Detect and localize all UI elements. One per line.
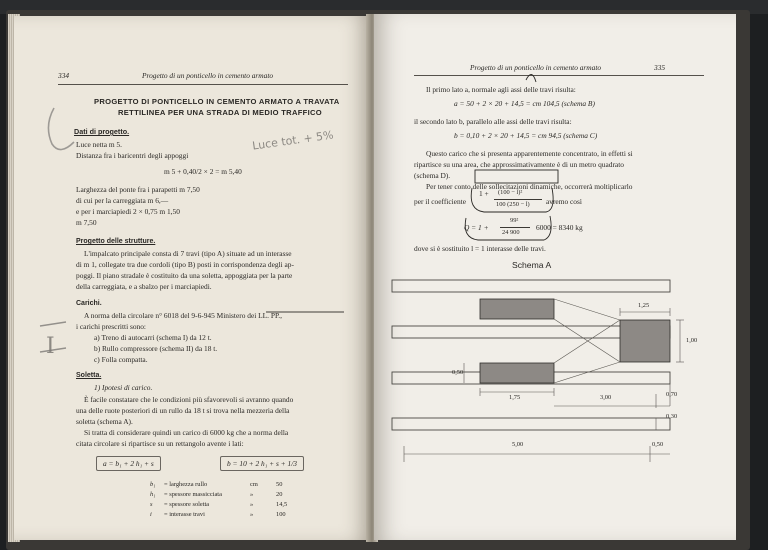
span-formula: m 5 + 0,40/2 × 2 = m 5,40 [164, 167, 242, 176]
dim-3-00: 3,00 [600, 394, 612, 401]
struttura-line-1: L'impalcato principale consta di 7 travi (tipo A) situate ad un interasse [84, 249, 292, 258]
dati-line-2: Distanza fra i baricentri degli appoggi [76, 151, 189, 160]
wheel-load-upper [480, 299, 554, 319]
dati-line-1: Luce netta m 5. [76, 140, 122, 149]
body-line-6: Per tener conto delle sollecitazioni dinamiche, occorrerà moltiplicarlo [426, 182, 633, 191]
body-line-8: avremo così [546, 197, 582, 206]
dim-0-50-right: 0,50 [652, 441, 664, 448]
legend-unit-1: cm [250, 481, 258, 488]
running-head-right: Progetto di un ponticello in cemento armato [470, 63, 602, 72]
coeff-numerator: (100 − l)² [498, 189, 523, 196]
dim-1-25: 1,25 [638, 302, 650, 309]
wheel-load-lower [480, 363, 554, 383]
coeff-prefix: 1 + [479, 189, 489, 198]
equation-a-value: a = 50 + 2 × 20 + 14,5 = cm 104,5 (schema B) [454, 99, 595, 108]
soletta-line-3: soletta (schema A). [76, 417, 133, 426]
body-line-2: il secondo lato b, parallelo alle assi delle travi risulta: [414, 117, 572, 126]
body-line-9: dove si è sostituito l = 1 interasse delle travi. [414, 244, 546, 253]
body-line-3: Questo carico che si presenta apparentemente concentrato, in effetti si [426, 149, 633, 158]
larghezza-line-4: m 7,50 [76, 218, 97, 227]
soletta-line-1: È facile constatare che le condizioni più sfavorevoli si avranno quando [84, 395, 294, 404]
soletta-heading: Soletta. [76, 372, 102, 379]
distributed-area [620, 320, 670, 362]
legend-sym-1: b₁ [150, 481, 156, 488]
q-numerator: 99² [510, 217, 519, 224]
larghezza-line-1: Larghezza del ponte fra i parapetti m 7,50 [76, 185, 200, 194]
struttura-heading: Progetto delle strutture. [76, 238, 156, 245]
legend-sym-3: s [150, 501, 153, 508]
equation-b-value: b = 0,10 + 2 × 20 + 14,5 = cm 94,5 (schema C) [454, 131, 598, 140]
legend-val-3: 14,5 [276, 501, 288, 508]
pencil-roman-numeral: I [46, 334, 55, 359]
legend-val-1: 50 [276, 481, 283, 488]
body-line-4: ripartisce su una area, che approssimativamente è di un metro quadrato [414, 160, 624, 169]
struttura-line-2: di m 1, collegate tra due cordoli (tipo B) posti in corrispondenza degli ap- [76, 260, 294, 269]
schema-a-title: Schema A [512, 260, 552, 270]
q-denominator: 24 900 [502, 229, 520, 236]
soletta-subheading: 1) Ipotesi di carico. [94, 383, 153, 392]
body-line-5: (schema D). [414, 171, 451, 180]
title-line-1: PROGETTO DI PONTICELLO IN CEMENTO ARMATO A TRAVATA [94, 97, 340, 106]
right-page [374, 14, 736, 540]
dim-1-75: 1,75 [509, 394, 521, 401]
carichi-line-2: i carichi prescritti sono: [76, 322, 146, 331]
dim-0-70: 0,70 [666, 391, 678, 398]
soletta-line-2: una delle ruote posteriori di un rullo da 18 t si trova nella mezzeria della [76, 406, 290, 415]
q-lhs: Q = 1 + [464, 223, 489, 232]
legend-desc-1: = larghezza rullo [164, 481, 208, 488]
carichi-line-1: A norma della circolare n° 6018 del 9-6-945 Ministero dei LL. PP., [84, 311, 282, 320]
carichi-line-5: c) Folla compatta. [94, 355, 148, 364]
legend-sym-2: h₁ [150, 491, 156, 498]
carichi-heading: Carichi. [76, 300, 102, 307]
body-line-7: per il coefficiente [414, 197, 466, 206]
running-head-left: Progetto di un ponticello in cemento armato [142, 71, 274, 80]
legend-desc-4: = interasse travi [164, 511, 205, 518]
q-rhs: 6000 = 8340 kg [536, 223, 583, 232]
legend-val-4: 100 [276, 511, 286, 518]
page-number-left: 334 [58, 71, 70, 80]
schema-a-diagram [374, 14, 736, 540]
pencil-strokes [14, 16, 372, 540]
larghezza-line-2: di cui per la carreggiata m 6,— [76, 196, 169, 205]
legend-val-2: 20 [276, 491, 283, 498]
larghezza-line-3: e per i marciapiedi 2 × 0,75 m 1,50 [76, 207, 180, 216]
left-page [14, 16, 372, 540]
pencil-margin-note: Luce tot. + 5% [251, 128, 335, 153]
soletta-line-5: citata circolare si ripartisce su un rettangolo avente i lati: [76, 439, 244, 448]
legend-desc-2: = spessore massicciata [164, 491, 222, 498]
dim-0-30: 0,30 [666, 413, 678, 420]
struttura-line-4: della carreggiata, e a sbalzo per i marciapiedi. [76, 282, 212, 291]
coeff-denominator: 100 (250 − l) [496, 201, 530, 208]
soletta-line-4: Si tratta di considerare quindi un carico di 6000 kg che a norma della [84, 428, 289, 437]
legend-sym-4: i [150, 511, 152, 518]
beam-4 [392, 418, 670, 430]
dim-0-50: 0,50 [452, 369, 464, 376]
dim-1-00: 1,00 [686, 337, 698, 344]
legend-desc-3: = spessore soletta [164, 501, 210, 508]
beam-1 [392, 280, 670, 292]
equation-a-box: a = b₁ + 2 h₁ + s [96, 456, 161, 471]
carichi-line-3: a) Treno di autocarri (schema I) da 12 t. [94, 333, 212, 342]
legend-unit-2: » [250, 491, 254, 498]
struttura-line-3: poggi. Il piano stradale è costituito da una soletta, appoggiata per la parte [76, 271, 293, 280]
legend-unit-4: » [250, 511, 254, 518]
legend-unit-3: » [250, 501, 254, 508]
carichi-line-4: b) Rullo compressore (schema II) da 18 t. [94, 344, 218, 353]
body-line-1: Il primo lato a, normale agli assi delle travi risulta: [426, 85, 576, 94]
dati-heading: Dati di progetto. [74, 127, 130, 136]
equation-b-box: b = 10 + 2 h₁ + s + 1/3 [220, 456, 304, 471]
page-number-right: 335 [654, 63, 666, 72]
dim-5-00: 5,00 [512, 441, 524, 448]
title-line-2: RETTILINEA PER UNA STRADA DI MEDIO TRAFFICO [118, 108, 323, 117]
